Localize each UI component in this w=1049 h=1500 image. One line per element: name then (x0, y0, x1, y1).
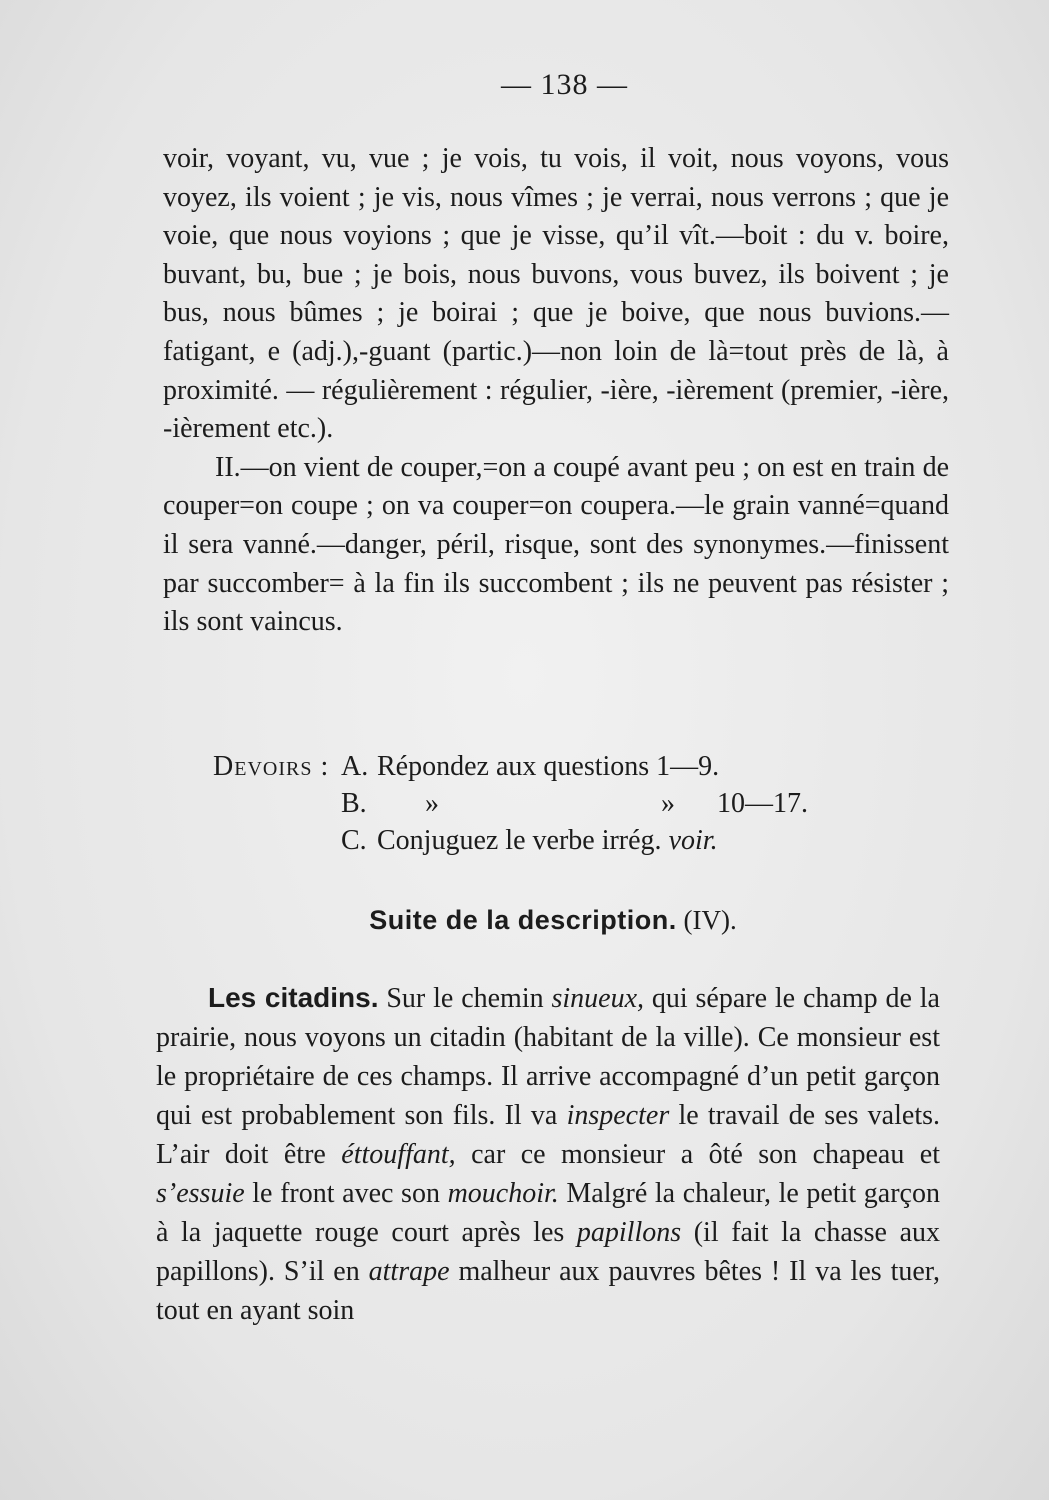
story-text: Les citadins. Sur le chemin sinueux, qui sépare le champ de la prairie, nous voyons un citadin (habitant de la ville). Ce monsieur est le propriétaire de ces champs. Il arrive accompagné d’un petit garçon qui est probablement son fils. Il va inspecter le travail de ses valets. L’air doit être éttouffant, car ce monsieur a ôté son chapeau et s’essuie le front avec son mouchoir. Malgré la chaleur, le petit garçon à la jaquette rouge court après les papillons (il fait la chasse aux papillons). S’il en attrape malheur aux pauvres bêtes ! Il va les tuer, tout en ayant soin (156, 982, 941, 1326)
devoirs-row-c (213, 822, 808, 859)
italic-term: s’essuie (156, 1178, 245, 1209)
devoirs-letter-c: C. (341, 825, 367, 856)
italic-term: inspecter (566, 1100, 670, 1131)
devoirs-text-a: Répondez aux questions 1—9. (377, 751, 720, 782)
devoirs-row-b (213, 785, 808, 822)
italic-term: mouchoir. (447, 1178, 559, 1209)
ditto-mark-2: » (661, 788, 675, 819)
page-number: — 138 — (501, 68, 628, 101)
devoirs-text-c: Conjuguez le verbe irrég. (377, 825, 662, 856)
italic-term: éttouffant, (341, 1139, 456, 1170)
devoirs-letter-a: A. (341, 751, 369, 782)
vocab-paragraph: voir, voyant, vu, vue ; je vois, tu vois, il voit, nous voyons, vous voyez, ils voient ; je vis, nous vîmes ; je verrai, nous verrons ; que je voie, que nous voyions ; que je visse, qu’il vît.—boit : du v. boire, buvant, bu, bue ; je bois, nous buvons, vous buvez, ils boivent ; je bus, nous bûmes ; je boirai ; que je boive, que nous buvions.— fatigant, e (adj.),-guant (partic.)—non loin de là=tout près de là, à proximité. — régulièrement : régulier, -ière, -ièrement (premier, -ière, -ièrement etc.). (163, 143, 949, 445)
story-lead: Les citadins. (208, 982, 379, 1013)
ditto-mark-1: » (425, 788, 439, 819)
story-paragraph (156, 978, 940, 1330)
vocab-block (163, 140, 949, 642)
italic-term: papillons (576, 1217, 682, 1248)
devoirs-list (213, 748, 808, 859)
devoirs-verb: voir. (668, 825, 718, 856)
devoirs-label: Devoirs : (213, 751, 330, 782)
section-title-text: Suite de la description. (369, 905, 677, 935)
italic-term: sinueux, (551, 983, 645, 1014)
devoirs-letter-b: B. (341, 788, 367, 819)
section-title (160, 905, 946, 936)
devoirs-row-a (213, 748, 808, 785)
synonyms-paragraph: II.—on vient de couper,=on a coupé avant peu ; on est en train de couper=on coupe ; on va couper=on coupera.—le grain vanné=quand il sera vanné.—danger, péril, risque, sont des synonymes.—finissent par succomber= à la fin ils succombent ; ils ne peuvent pas résister ; ils sont vaincus. (163, 451, 949, 638)
section-number: (IV). (683, 905, 737, 935)
devoirs-range-b: 10—17. (717, 788, 808, 819)
italic-term: attrape (368, 1256, 450, 1287)
